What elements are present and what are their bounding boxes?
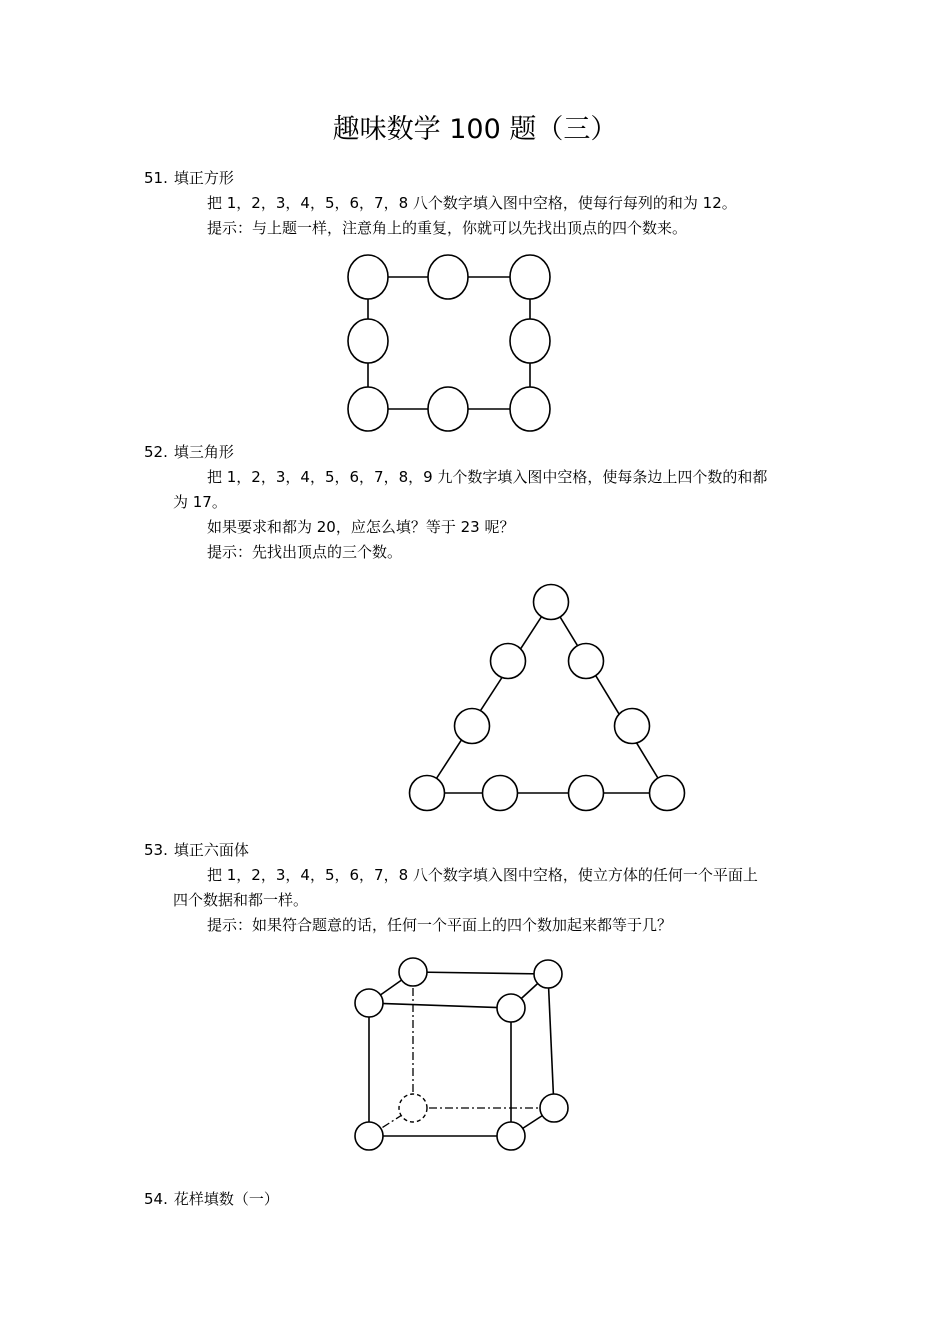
problem-52-hint: 提示：先找出顶点的三个数。 xyxy=(207,543,403,561)
blank-circle[interactable] xyxy=(534,585,569,620)
blank-circle[interactable] xyxy=(569,644,604,679)
triangle-edge-left xyxy=(427,602,551,793)
blank-circle[interactable] xyxy=(615,709,650,744)
problem-title: 填三角形 xyxy=(173,443,234,461)
problem-title: 填正方形 xyxy=(173,169,234,187)
problem-51-hint: 提示：与上题一样，注意角上的重复，你就可以先找出顶点的四个数来。 xyxy=(207,219,688,237)
blank-circle[interactable] xyxy=(483,776,518,811)
cube-figure xyxy=(340,950,590,1165)
blank-circle[interactable] xyxy=(497,1122,525,1150)
blank-circle[interactable] xyxy=(355,1122,383,1150)
problem-53-hint: 提示：如果符合题意的话，任何一个平面上的四个数加起来都等于几？ xyxy=(207,916,673,934)
hidden-blank-circle[interactable] xyxy=(399,1094,427,1122)
problem-54-heading xyxy=(144,1188,279,1210)
problem-number: 52. xyxy=(144,443,168,461)
blank-circle[interactable] xyxy=(510,319,550,363)
problem-number: 53. xyxy=(144,841,168,859)
problem-title: 填正六面体 xyxy=(173,841,249,859)
problem-52-statement-cont: 为 17。 xyxy=(173,493,227,511)
blank-circle[interactable] xyxy=(540,1094,568,1122)
cube-edge xyxy=(548,974,554,1108)
problem-52-question: 如果要求和都为 20，应怎么填？等于 23 呢？ xyxy=(207,518,515,536)
blank-circle[interactable] xyxy=(491,644,526,679)
triangle-figure xyxy=(400,575,700,820)
problem-51-statement: 把 1，2，3，4，5，6，7，8 八个数字填入图中空格，使每行每列的和为 12。 xyxy=(207,194,737,212)
blank-circle[interactable] xyxy=(534,960,562,988)
cube-edge xyxy=(369,1003,511,1008)
problem-number: 54. xyxy=(144,1190,168,1208)
cube-edge xyxy=(413,972,548,974)
blank-circle[interactable] xyxy=(510,255,550,299)
blank-circle[interactable] xyxy=(399,958,427,986)
blank-circle[interactable] xyxy=(428,387,468,431)
square-figure xyxy=(330,245,570,445)
problem-title: 花样填数（一） xyxy=(173,1190,279,1208)
blank-circle[interactable] xyxy=(410,776,445,811)
blank-circle[interactable] xyxy=(569,776,604,811)
problem-53-heading xyxy=(144,839,249,861)
problem-52-statement: 把 1，2，3，4，5，6，7，8，9 九个数字填入图中空格，使每条边上四个数的和都 xyxy=(207,468,768,486)
blank-circle[interactable] xyxy=(455,709,490,744)
blank-circle[interactable] xyxy=(497,994,525,1022)
problem-53-statement: 把 1，2，3，4，5，6，7，8 八个数字填入图中空格，使立方体的任何一个平面上 xyxy=(207,866,758,884)
blank-circle[interactable] xyxy=(348,387,388,431)
blank-circle[interactable] xyxy=(510,387,550,431)
problem-52-heading xyxy=(144,441,234,463)
problem-number: 51. xyxy=(144,169,168,187)
problem-51-heading xyxy=(144,167,234,189)
triangle-edge-right xyxy=(551,602,667,793)
blank-circle[interactable] xyxy=(650,776,685,811)
blank-circle[interactable] xyxy=(348,319,388,363)
page-title: 趣味数学 100 题（三） xyxy=(332,114,618,145)
blank-circle[interactable] xyxy=(428,255,468,299)
blank-circle[interactable] xyxy=(348,255,388,299)
problem-53-statement-cont: 四个数据和都一样。 xyxy=(173,891,309,909)
blank-circle[interactable] xyxy=(355,989,383,1017)
